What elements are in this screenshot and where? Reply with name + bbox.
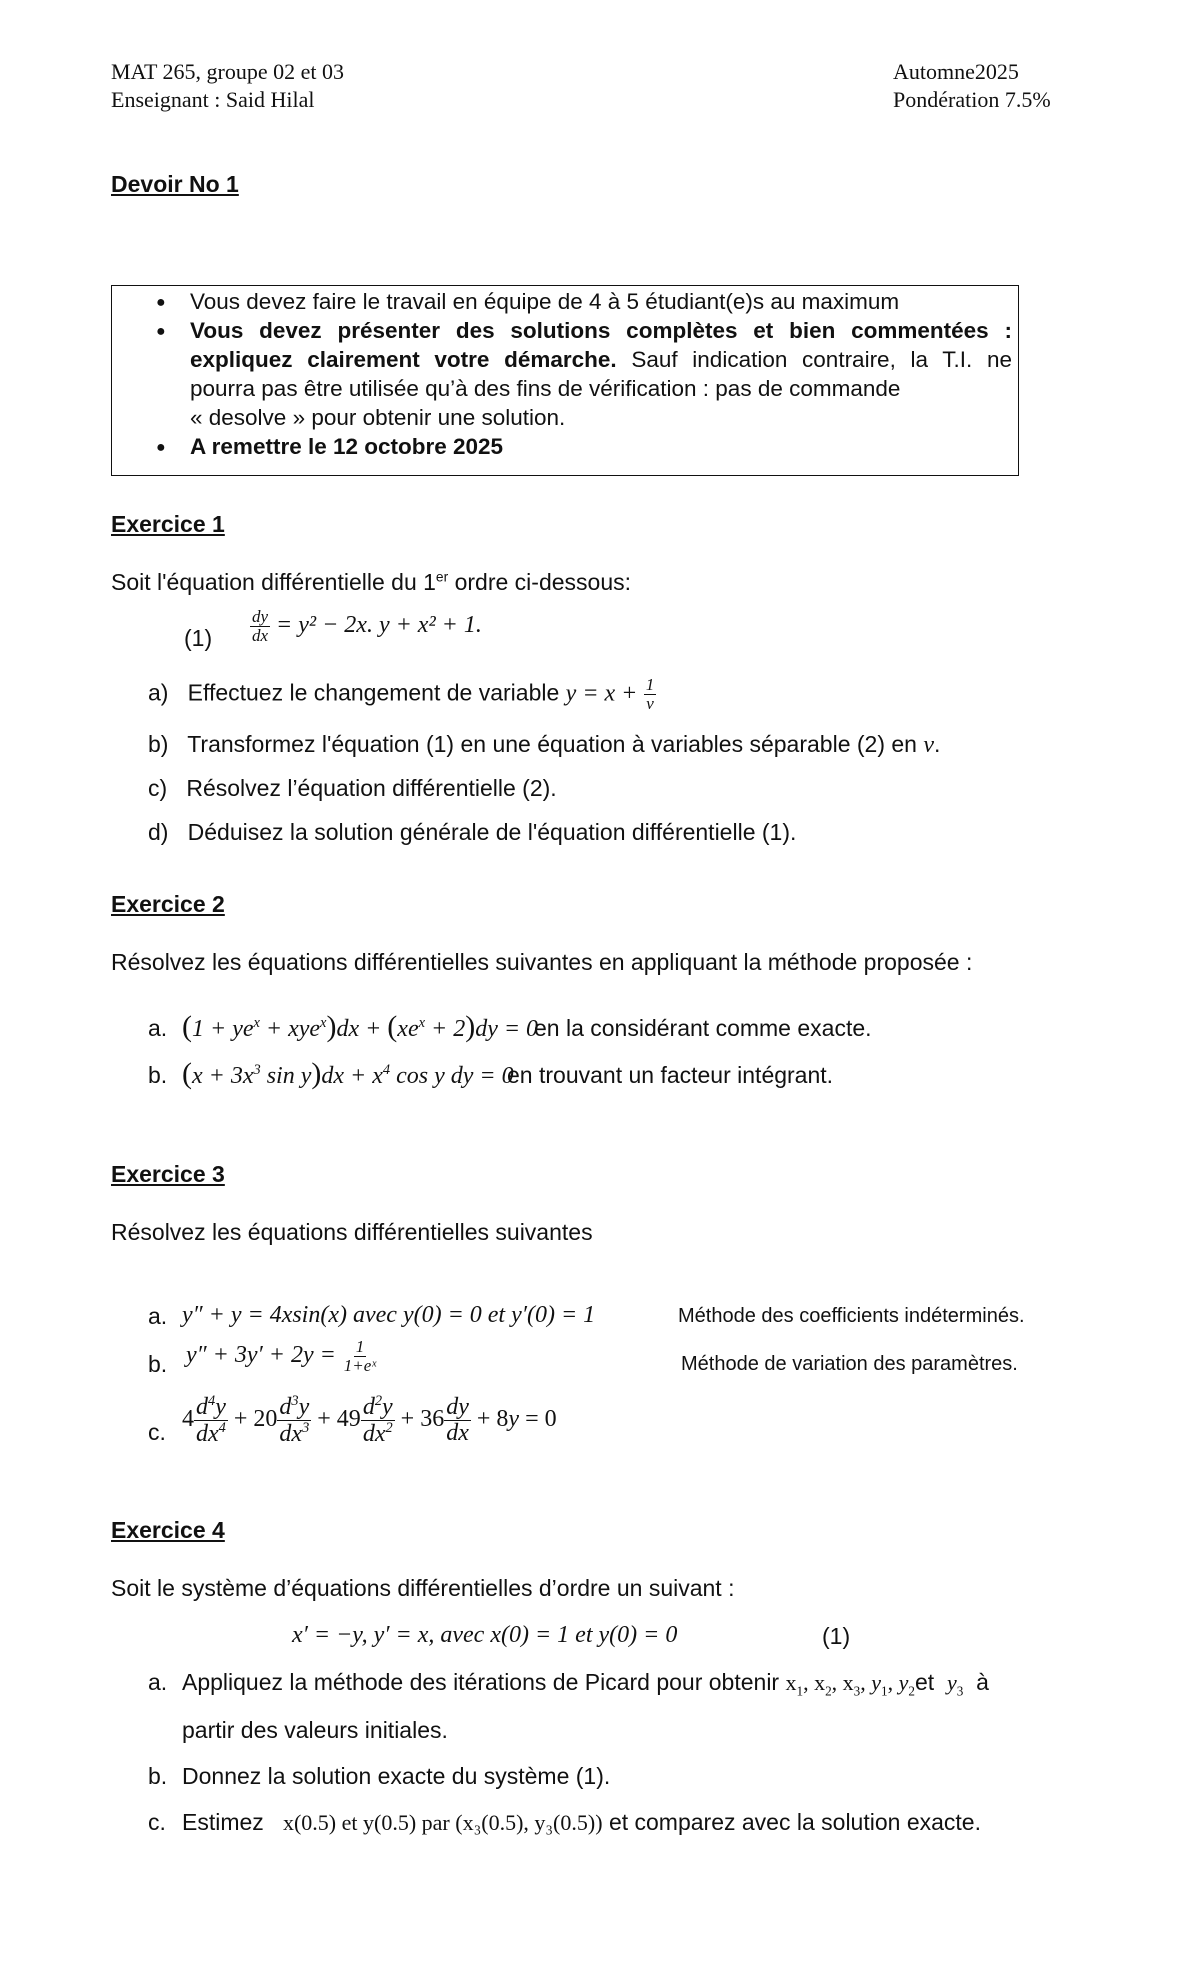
exercise-4-title: Exercice 4 [111, 1517, 225, 1543]
bullet-icon: ● [156, 439, 166, 456]
intro-text: Soit l'équation différentielle du 1 [111, 569, 436, 595]
exercise-1-intro [111, 568, 631, 597]
item-label: c) [148, 775, 168, 801]
item-text: Déduisez la solution générale de l'équation différentielle (1). [187, 819, 797, 845]
ex2-item-b-label: b. [148, 1062, 168, 1088]
item-label: d) [148, 819, 169, 845]
ex1-item-d [148, 818, 796, 847]
assignment-title: Devoir No 1 [111, 171, 239, 197]
instruction-item-2-line-2 [190, 346, 1012, 374]
instruction-item-2-line-3: pourra pas être utilisée qu’à des fins de vérification : pas de commande [190, 376, 901, 401]
ex4-item-b-text: Donnez la solution exacte du système (1). [182, 1763, 611, 1789]
ex2-equation-a: $(1 + ye^x + xye^x)dx + (xe^x + 2)dy = 0$ [182, 1010, 539, 1043]
ordinal-suffix: er [435, 569, 449, 585]
ex4-item-b-label: b. [148, 1763, 168, 1789]
exercise-4-intro: Soit le système d’équations différentielles d’ordre un suivant : [111, 1575, 735, 1601]
derivative-fraction [250, 608, 270, 645]
fraction-numerator: 1 [645, 675, 655, 694]
ex4-item-a-label: a. [148, 1669, 168, 1695]
exercise-3-title: Exercice 3 [111, 1161, 225, 1187]
intro-text-end: ordre ci-dessous: [448, 569, 632, 595]
equation-1 [250, 608, 482, 645]
d2y-fraction: $\frac{d^2y}{dx^2}$ [362, 1393, 393, 1448]
exercise-1-title: Exercice 1 [111, 511, 225, 537]
ex4-item-a-text: Appliquez la méthode des itérations de Picard pour obtenir $x_1$, $x_2$, $x_3$, $y_1$, $y_2et$ $y_3$ à [182, 1669, 989, 1699]
instruction-item-2-line-4: « desolve » pour obtenir une solution. [190, 405, 566, 430]
ex3-method-a: Méthode des coefficients indéterminés. [678, 1305, 1025, 1327]
substitution-fraction [644, 676, 657, 713]
exercise-2-intro: Résolvez les équations différentielles suivantes en appliquant la méthode proposée : [111, 949, 973, 975]
item-label: b) [148, 731, 169, 757]
item-text-end: et comparez avec la solution exacte. [608, 1809, 981, 1835]
dy-fraction: $\frac{dy}{dx}$ [446, 1394, 469, 1447]
item-text: Appliquez la méthode des itérations de Picard pour obtenir [182, 1669, 780, 1695]
equation-b-lhs: y″ + 3y′ + 2y = [186, 1341, 336, 1368]
equation-b-fraction [342, 1338, 378, 1375]
ex1-item-c [148, 774, 557, 803]
instruction-item-2-line-1: Vous devez présenter des solutions complètes et bien commentées : [190, 318, 1012, 343]
ex2-item-a-label: a. [148, 1015, 168, 1041]
substitution-math: y = x + [565, 680, 638, 707]
bullet-icon: ● [156, 294, 166, 311]
item-text: Transformez l'équation (1) en une équation à variables séparable (2) en [187, 731, 924, 757]
instruction-emphasis: expliquez clairement votre démarche. [190, 347, 617, 372]
instruction-item-1: Vous devez faire le travail en équipe de 4 à 5 étudiant(e)s au maximum [190, 289, 900, 314]
ex2-method-a: en la considérant comme exacte. [534, 1015, 872, 1041]
item-text: Résolvez l’équation différentielle (2). [186, 775, 557, 801]
d3y-fraction: $\frac{d^3y}{dx^3}$ [279, 1393, 310, 1448]
equation-1-label: (1) [184, 625, 213, 651]
picard-iterates: $x_1$, $x_2$, $x_3$, $y_1$, $y_2$ [785, 1670, 915, 1699]
ex3-item-b-label: b. [148, 1351, 168, 1377]
course-info: MAT 265, groupe 02 et 03 [111, 59, 345, 84]
derivative-denominator: dx [252, 625, 269, 645]
exercise-2-title: Exercice 2 [111, 891, 225, 917]
instruction-text: Sauf indication contraire, la T.I. ne [616, 347, 1012, 372]
ex3-equation-b [186, 1338, 378, 1375]
exercise-3-intro: Résolvez les équations différentielles suivantes [111, 1219, 593, 1245]
teacher-info: Enseignant : Said Hilal [111, 87, 315, 112]
ex2-equation-b: ($x + 3x^3$ $\sin y)dx + x^4$ cos y dy = 0 [182, 1057, 514, 1090]
ex4-item-a-continued: partir des valeurs initiales. [182, 1717, 448, 1743]
fraction-denominator: v [646, 693, 654, 713]
ex4-system: x′ = −y, y′ = x, avec x(0) = 1 et y(0) = 0 [292, 1622, 678, 1648]
ex4-item-c-label: c. [148, 1809, 166, 1835]
ex1-item-b [148, 730, 940, 760]
ex3-method-b: Méthode de variation des paramètres. [681, 1353, 1018, 1375]
d4y-fraction: $\frac{d^4y}{dx^4}$ [196, 1393, 226, 1448]
estimate-math: x(0.5) et y(0.5) par (x₃(0.5), y₃(0.5)) [282, 1810, 603, 1835]
ex3-equation-a: y″ + y = 4xsin(x) avec y(0) = 0 et y′(0) = 1 [182, 1302, 596, 1328]
equation-1-rhs: = y² − 2x. y + x² + 1. [276, 611, 482, 638]
ex2-method-b: en trouvant un facteur intégrant. [507, 1062, 834, 1088]
instruction-item-3: A remettre le 12 octobre 2025 [190, 434, 504, 459]
bullet-icon: ● [156, 323, 166, 340]
weight-info: Pondération 7.5% [893, 87, 1051, 112]
fraction-numerator: 1 [355, 1337, 365, 1356]
ex4-system-label: (1) [822, 1623, 851, 1649]
variable-v: v [923, 732, 935, 758]
fraction-denominator: 1+eˣ [343, 1355, 377, 1375]
semester-info: Automne2025 [893, 59, 1019, 84]
ex1-item-a [148, 676, 656, 713]
item-tail: . [934, 731, 941, 757]
item-label: a) [148, 679, 169, 706]
ex4-item-c-text [182, 1808, 981, 1837]
ex3-item-a-label: a. [148, 1303, 168, 1329]
derivative-numerator: dy [252, 607, 269, 626]
ex3-item-c-label: c. [148, 1419, 166, 1445]
item-text: Effectuez le changement de variable [187, 679, 566, 706]
item-text: Estimez [182, 1809, 264, 1835]
ex3-equation-c: 4 $\frac{d^4y}{dx^4}$ + 20 $\frac{d^3y}{dx^3}$ + 49 $\frac{d^2y}{dx^2}$ + 36 $\frac{dy}{dx}$ + 8y = 0 [182, 1393, 557, 1448]
